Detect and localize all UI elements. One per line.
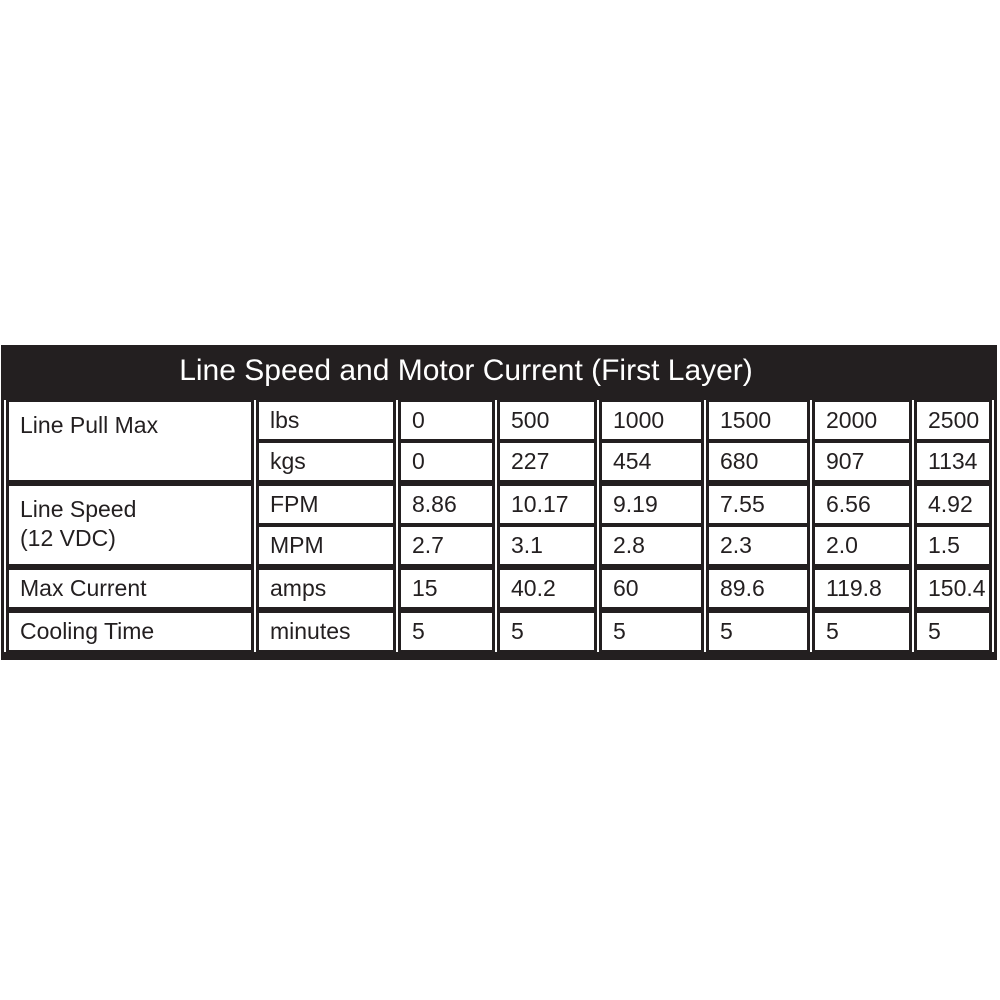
value-cell: 5 <box>914 609 992 652</box>
value-cell: 6.56 <box>812 482 912 525</box>
value-cell: 2000 <box>812 400 912 441</box>
value-cell: 2500 <box>914 400 992 441</box>
unit-cell-minutes: minutes <box>256 609 396 652</box>
value-cell: 454 <box>599 441 704 482</box>
value-cell: 1.5 <box>914 525 992 566</box>
value-cell: 5 <box>599 609 704 652</box>
value-cell: 2.0 <box>812 525 912 566</box>
row-label-text: Line Speed <box>20 496 137 522</box>
row-label-cooling-time: Cooling Time <box>6 609 254 652</box>
value-cell: 15 <box>398 566 495 609</box>
value-cell: 5 <box>398 609 495 652</box>
row-label-line-speed <box>6 482 254 566</box>
table-row-amps <box>6 566 992 609</box>
value-cell: 1134 <box>914 441 992 482</box>
row-label-line-pull-max <box>6 400 254 482</box>
table-row-lbs <box>6 400 992 441</box>
value-cell: 500 <box>497 400 597 441</box>
unit-cell-lbs: lbs <box>256 400 396 441</box>
value-cell: 2.7 <box>398 525 495 566</box>
value-cell: 119.8 <box>812 566 912 609</box>
spec-data-table <box>1 397 997 660</box>
row-label-subtext: (12 VDC) <box>20 525 116 551</box>
unit-cell-mpm: MPM <box>256 525 396 566</box>
value-cell: 2.3 <box>706 525 810 566</box>
table-title-band <box>1 345 997 397</box>
value-cell: 8.86 <box>398 482 495 525</box>
value-cell: 4.92 <box>914 482 992 525</box>
value-cell: 9.19 <box>599 482 704 525</box>
row-label-text: Line Pull Max <box>20 412 159 438</box>
table-row-fpm <box>6 482 992 525</box>
value-cell: 7.55 <box>706 482 810 525</box>
spec-table-container <box>1 345 997 660</box>
unit-cell-amps: amps <box>256 566 396 609</box>
value-cell: 60 <box>599 566 704 609</box>
value-cell: 907 <box>812 441 912 482</box>
value-cell: 0 <box>398 441 495 482</box>
table-row-minutes <box>6 609 992 652</box>
value-cell: 40.2 <box>497 566 597 609</box>
value-cell: 5 <box>497 609 597 652</box>
value-cell: 0 <box>398 400 495 441</box>
row-label-max-current: Max Current <box>6 566 254 609</box>
table-title: Line Speed and Motor Current (First Layer) <box>179 354 753 387</box>
value-cell: 5 <box>706 609 810 652</box>
value-cell: 1000 <box>599 400 704 441</box>
unit-cell-fpm: FPM <box>256 482 396 525</box>
value-cell: 150.4 <box>914 566 992 609</box>
value-cell: 2.8 <box>599 525 704 566</box>
value-cell: 1500 <box>706 400 810 441</box>
value-cell: 10.17 <box>497 482 597 525</box>
unit-cell-kgs: kgs <box>256 441 396 482</box>
value-cell: 5 <box>812 609 912 652</box>
value-cell: 89.6 <box>706 566 810 609</box>
value-cell: 680 <box>706 441 810 482</box>
value-cell: 3.1 <box>497 525 597 566</box>
value-cell: 227 <box>497 441 597 482</box>
